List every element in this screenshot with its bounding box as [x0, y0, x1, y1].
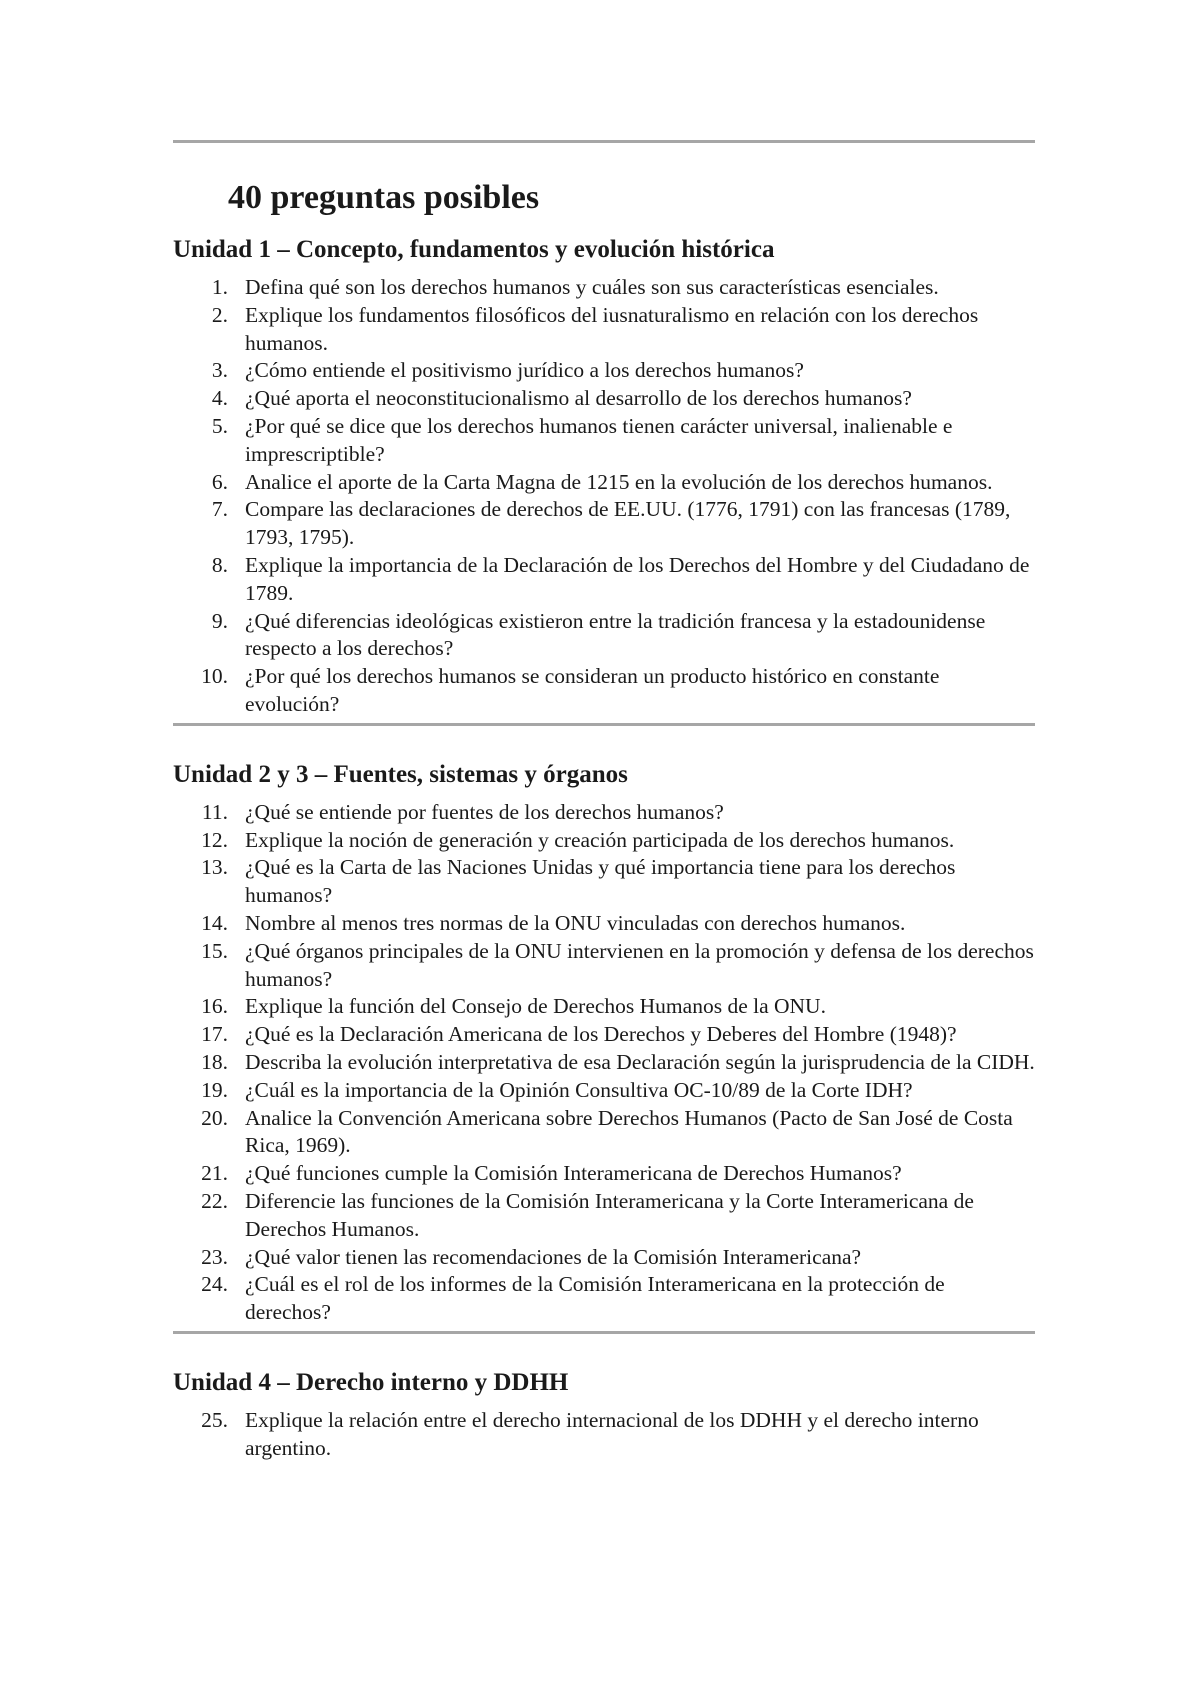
question-text: ¿Qué es la Declaración Americana de los Derechos y Deberes del Hombre (1948)? — [245, 1022, 957, 1047]
question-item — [173, 552, 1035, 608]
section-divider — [173, 723, 1035, 726]
question-item — [173, 1021, 1035, 1049]
question-text: Compare las declaraciones de derechos de EE.UU. (1776, 1791) con las francesas (1789, 1793, 1795). — [245, 497, 1011, 550]
question-number: 2. — [211, 302, 228, 327]
question-number: 4. — [211, 386, 228, 411]
question-item — [173, 496, 1035, 552]
question-text: Defina qué son los derechos humanos y cuáles son sus características esenciales. — [245, 275, 939, 299]
question-number: 18. — [201, 1049, 228, 1074]
question-number: 24. — [201, 1272, 228, 1297]
question-text: ¿Cuál es la importancia de la Opinión Consultiva OC-10/89 de la Corte IDH? — [245, 1077, 913, 1102]
section-divider — [173, 1331, 1035, 1334]
unit-4-question-list — [173, 1407, 1035, 1463]
question-number: 25. — [201, 1407, 228, 1432]
question-text: Nombre al menos tres normas de la ONU vinculadas con derechos humanos. — [245, 910, 906, 935]
question-number: 11. — [201, 799, 228, 824]
question-number: 7. — [211, 497, 228, 522]
question-number: 3. — [211, 358, 228, 383]
question-text: Analice el aporte de la Carta Magna de 1215 en la evolución de los derechos humanos. — [245, 469, 993, 494]
question-number: 6. — [211, 469, 228, 494]
question-item — [173, 1407, 1035, 1463]
question-text: ¿Por qué los derechos humanos se consideran un producto histórico en constante evolución? — [245, 664, 940, 716]
top-divider — [173, 140, 1035, 143]
question-number: 21. — [201, 1161, 228, 1186]
unit-4-section — [173, 1370, 1035, 1463]
unit-2-3-heading: Unidad 2 y 3 – Fuentes, sistemas y órganos — [173, 760, 628, 788]
question-text: Explique la relación entre el derecho internacional de los DDHH y el derecho interno argentino. — [245, 1407, 979, 1460]
question-number: 8. — [211, 552, 228, 577]
document-title: 40 preguntas posibles — [228, 179, 540, 216]
question-number: 20. — [201, 1105, 228, 1130]
question-text: Diferencie las funciones de la Comisión Interamericana y la Corte Interamericana de Derechos Humanos. — [245, 1188, 974, 1241]
question-number: 10. — [201, 664, 228, 689]
question-number: 17. — [201, 1022, 228, 1047]
question-item — [173, 413, 1035, 469]
question-number: 19. — [201, 1077, 228, 1102]
question-text: ¿Qué diferencias ideológicas existieron entre la tradición francesa y la estadounidense respecto a los derechos? — [245, 608, 986, 661]
question-text: ¿Qué funciones cumple la Comisión Interamericana de Derechos Humanos? — [245, 1161, 902, 1186]
question-item — [173, 1188, 1035, 1244]
question-text: Describa la evolución interpretativa de esa Declaración según la jurisprudencia de la CIDH. — [245, 1049, 1035, 1074]
question-item — [173, 1244, 1035, 1272]
question-item — [173, 608, 1035, 664]
question-number: 23. — [201, 1244, 228, 1269]
question-item — [173, 469, 1035, 497]
question-text: Explique la función del Consejo de Derechos Humanos de la ONU. — [245, 994, 826, 1019]
question-item — [173, 799, 1035, 827]
question-item — [173, 302, 1035, 358]
question-number: 12. — [201, 827, 228, 852]
question-text: ¿Cuál es el rol de los informes de la Comisión Interamericana en la protección de derechos? — [245, 1272, 945, 1325]
question-item — [173, 1160, 1035, 1188]
question-item — [173, 938, 1035, 994]
question-text: ¿Por qué se dice que los derechos humanos tienen carácter universal, inalienable e imprescriptible? — [245, 413, 953, 466]
question-number: 1. — [211, 275, 228, 299]
question-text: Explique los fundamentos filosóficos del iusnaturalismo en relación con los derechos humanos. — [245, 302, 979, 355]
question-item — [173, 1271, 1035, 1327]
question-text: ¿Qué valor tienen las recomendaciones de la Comisión Interamericana? — [245, 1244, 862, 1269]
question-item — [173, 827, 1035, 855]
question-item — [173, 1049, 1035, 1077]
question-text: ¿Cómo entiende el positivismo jurídico a los derechos humanos? — [245, 358, 804, 383]
question-text: ¿Qué aporta el neoconstitucionalismo al desarrollo de los derechos humanos? — [245, 386, 912, 411]
unit-2-3-section — [173, 762, 1035, 1327]
question-item — [173, 854, 1035, 910]
question-number: 16. — [201, 994, 228, 1019]
unit-1-question-list — [173, 274, 1035, 719]
question-text: ¿Qué se entiende por fuentes de los derechos humanos? — [245, 799, 724, 824]
question-number: 5. — [211, 413, 228, 438]
question-text: Explique la importancia de la Declaración de los Derechos del Hombre y del Ciudadano de 1789. — [245, 552, 1030, 605]
question-text: Analice la Convención Americana sobre Derechos Humanos (Pacto de San José de Costa Rica, 1969). — [245, 1105, 1013, 1158]
question-number: 9. — [211, 608, 228, 633]
question-text: Explique la noción de generación y creación participada de los derechos humanos. — [245, 827, 955, 852]
unit-1-heading: Unidad 1 – Concepto, fundamentos y evolución histórica — [173, 236, 775, 263]
question-text: ¿Qué es la Carta de las Naciones Unidas y qué importancia tiene para los derechos humanos? — [245, 855, 956, 908]
document-content — [173, 140, 1035, 1462]
question-item — [173, 357, 1035, 385]
question-item — [173, 1077, 1035, 1105]
question-item — [173, 993, 1035, 1021]
question-number: 14. — [201, 910, 228, 935]
question-item — [173, 910, 1035, 938]
question-number: 22. — [201, 1188, 228, 1213]
question-item — [173, 1105, 1035, 1161]
unit-4-heading: Unidad 4 – Derecho interno y DDHH — [173, 1368, 569, 1396]
question-text: ¿Qué órganos principales de la ONU intervienen en la promoción y defensa de los derechos humanos? — [245, 938, 1034, 991]
unit-2-3-question-list — [173, 799, 1035, 1327]
question-item — [173, 274, 1035, 302]
question-number: 13. — [201, 855, 228, 880]
question-item — [173, 663, 1035, 719]
unit-1-section — [173, 237, 1035, 719]
question-item — [173, 385, 1035, 413]
question-number: 15. — [201, 938, 228, 963]
